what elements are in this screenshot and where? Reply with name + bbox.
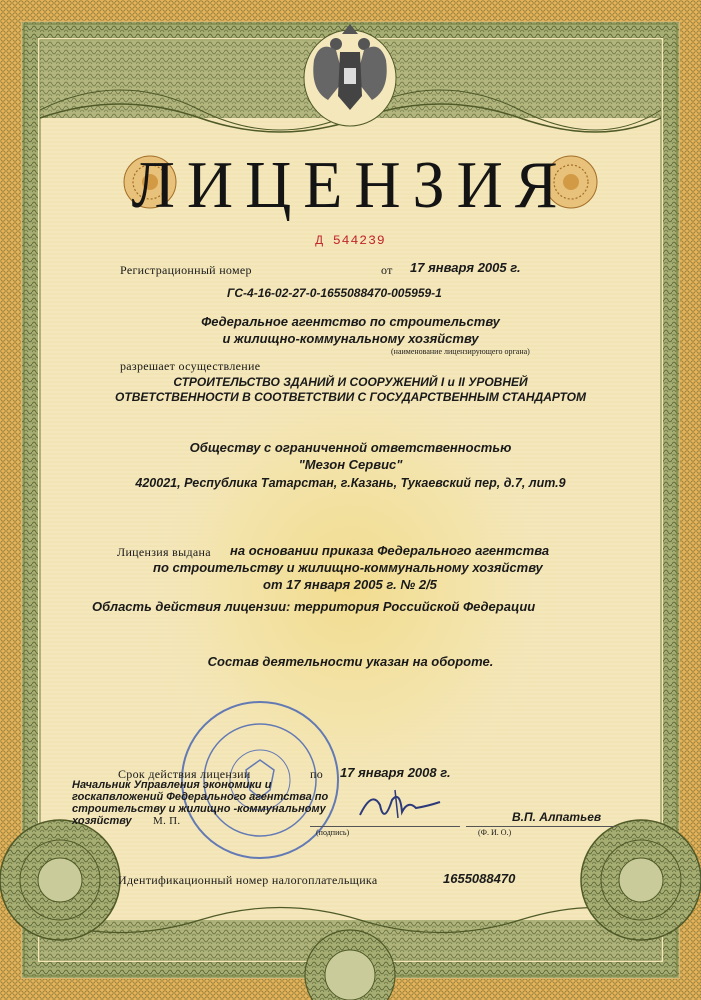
issued-line-2: по строительству и жилищно-коммунальному хозяйству (153, 560, 543, 575)
signatory-position-2: госкапвложений Федерального агентства по (72, 791, 329, 803)
license-scope: Область действия лицензии: территория Российской Федерации (92, 599, 536, 614)
activity-line-1: СТРОИТЕЛЬСТВО ЗДАНИЙ И СООРУЖЕНИЙ I и II УРОВНЕЙ (173, 375, 528, 389)
signatory-position-4: хозяйству (72, 815, 132, 827)
registration-date: 17 января 2005 г. (410, 260, 521, 275)
registration-number: ГС-4-16-02-27-0-1655088470-005959-1 (227, 286, 442, 300)
serial-number: Д 544239 (315, 233, 386, 248)
signature-line (310, 826, 460, 827)
licensee-address: 420021, Республика Татарстан, г.Казань, Тукаевский пер, д.7, лит.9 (135, 476, 566, 490)
registration-from-label: от (381, 263, 393, 277)
issued-line-3: от 17 января 2005 г. № 2/5 (263, 577, 437, 592)
signatory-name: В.П. Алпатьев (512, 810, 602, 824)
document-title: ЛИЦЕНЗИЯ (131, 147, 570, 222)
validity-label: Срок действия лицензии (118, 767, 251, 781)
stamp-place: М. П. (153, 815, 181, 827)
agency-line-1: Федеральное агентство по строительству (201, 314, 500, 329)
licensee-line-1: Обществу с ограниченной ответственностью (189, 440, 512, 455)
activity-line-2: ОТВЕТСТВЕННОСТИ В СООТВЕТСТВИИ С ГОСУДАРСТВЕННЫМ СТАНДАРТОМ (115, 390, 586, 404)
rosette-icon (0, 820, 120, 940)
agency-caption: (наименование лицензирующего органа) (391, 347, 530, 356)
licensee-line-2: "Мезон Сервис" (298, 457, 403, 472)
signature-caption: (подпись) (316, 828, 350, 837)
rosette-icon (581, 820, 701, 940)
validity-date: 17 января 2008 г. (340, 765, 451, 780)
signatory-position-3: строительству и жилищно -коммунальному (72, 803, 326, 815)
agency-line-2: и жилищно-коммунальному хозяйству (222, 331, 479, 346)
name-caption: (Ф. И. О.) (478, 828, 512, 837)
name-line (466, 826, 616, 827)
issued-label: Лицензия выдана (117, 545, 211, 559)
composition-note: Состав деятельности указан на обороте. (207, 654, 494, 669)
registration-label: Регистрационный номер (120, 263, 252, 277)
signatory-position-1: Начальник Управления экономики и (72, 779, 272, 791)
taxpayer-number: 1655088470 (443, 871, 516, 886)
issued-line-1: на основании приказа Федерального агентства (230, 543, 550, 558)
taxpayer-label: Идентификационный номер налогоплательщика (118, 873, 378, 887)
validity-to-label: по (310, 767, 324, 781)
permits-label: разрешает осуществление (120, 359, 261, 373)
